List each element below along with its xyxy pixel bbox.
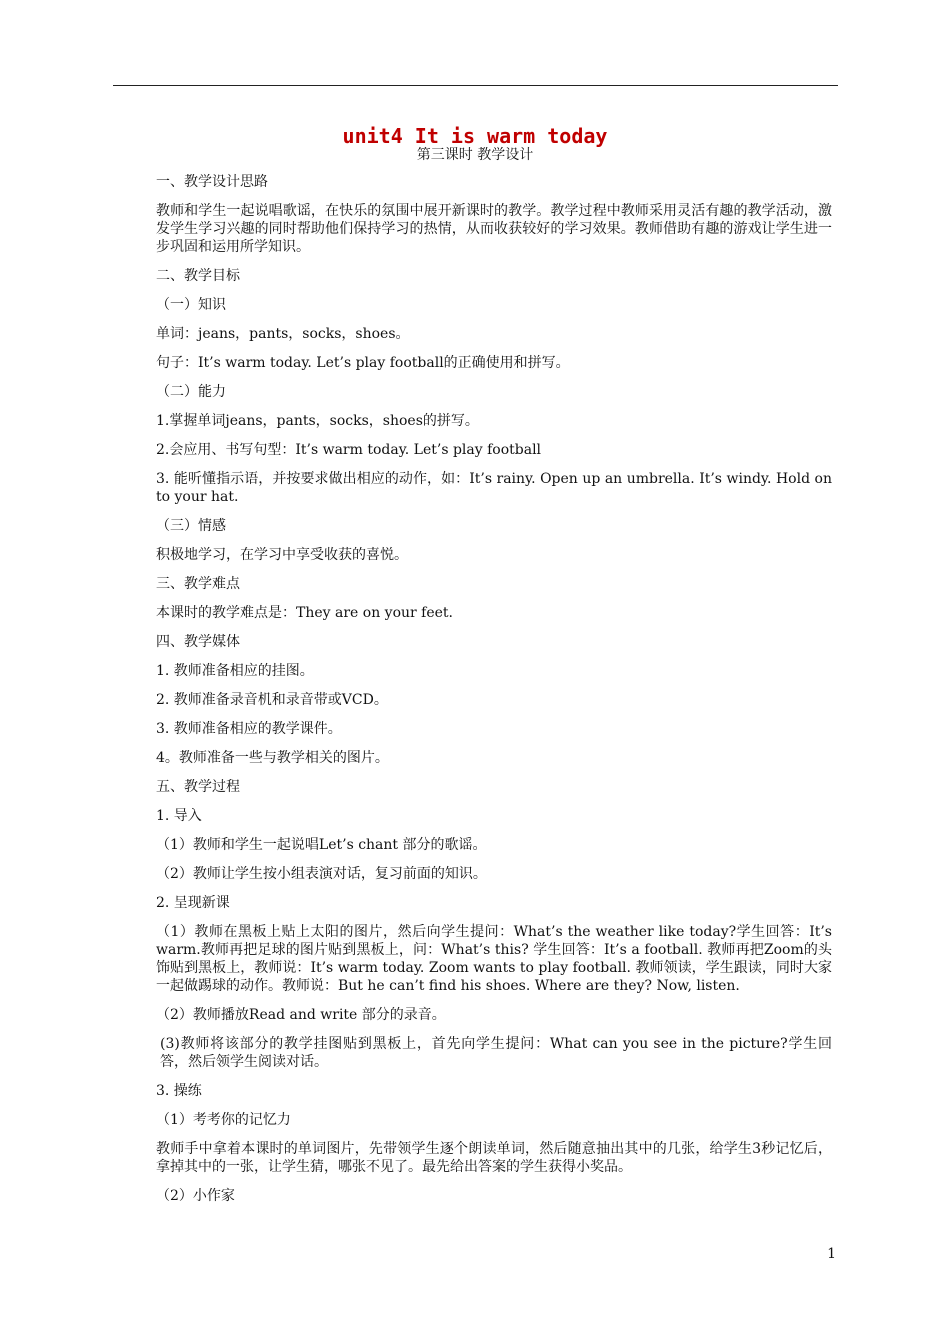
paragraph: 本课时的教学难点是：They are on your feet. <box>156 605 453 621</box>
paragraph: 单词：jeans，pants，socks，shoes。 <box>156 326 410 342</box>
paragraph: 教师和学生一起说唱歌谣，在快乐的氛围中展开新课时的教学。教学过程中教师采用灵活有趣的教学活动，激发学生学习兴趣的同时帮助他们保持学习的热情，从而收获较好的学习效果。教师借助有趣的游戏让学生进一步巩固和运用所学知识。 <box>156 203 832 255</box>
paragraph: 四、教学媒体 <box>156 634 240 650</box>
paragraph: （2）教师让学生按小组表演对话，复习前面的知识。 <box>156 866 487 882</box>
paragraph: 二、教学目标 <box>156 268 240 284</box>
paragraph: (3)教师将该部分的教学挂图贴到黑板上，首先向学生提问：What can you see in the picture?学生回答，然后领学生阅读对话。 <box>160 1036 832 1070</box>
paragraph: 三、教学难点 <box>156 576 240 592</box>
paragraph: 一、教学设计思路 <box>156 174 268 190</box>
paragraph: 3. 能听懂指示语，并按要求做出相应的动作，如：It’s rainy. Open up an umbrella. It’s windy. Hold on to your hat. <box>156 471 832 505</box>
paragraph: 教师手中拿着本课时的单词图片，先带领学生逐个朗读单词，然后随意抽出其中的几张，给学生3秒记忆后，拿掉其中的一张，让学生猜，哪张不见了。最先给出答案的学生获得小奖品。 <box>156 1141 832 1175</box>
paragraph: （1）教师和学生一起说唱Let’s chant 部分的歌谣。 <box>156 837 487 853</box>
paragraph: 2. 教师准备录音机和录音带或VCD。 <box>156 692 388 708</box>
paragraph: 2. 呈现新课 <box>156 895 230 911</box>
paragraph: （1）考考你的记忆力 <box>156 1112 291 1128</box>
document-title: unit4 It is warm today <box>342 124 608 148</box>
paragraph: 3. 教师准备相应的教学课件。 <box>156 721 342 737</box>
document-body <box>122 173 832 1205</box>
paragraph: 五、教学过程 <box>156 779 240 795</box>
paragraph: 2.会应用、书写句型：It’s warm today. Let’s play football <box>156 442 542 458</box>
paragraph: （三）情感 <box>156 518 226 534</box>
paragraph: （1）教师在黑板上贴上太阳的图片，然后向学生提问：What’s the weather like today?学生回答：It’s warm.教师再把足球的图片贴到黑板上，问：What’s this? 学生回答：It’s a football. 教师再把Zoom的头饰贴到黑板上，教师说：It’s warm today. Zoom wants to play football. 教师领读，学生跟读，同时大家一起做踢球的动作。教师说：But he can’t find his shoes. Where are they? Now, listen. <box>156 924 832 994</box>
paragraph: 1. 导入 <box>156 808 202 824</box>
paragraph: 句子：It’s warm today. Let’s play football的正确使用和拼写。 <box>156 355 570 371</box>
paragraph: （一）知识 <box>156 297 226 313</box>
paragraph: 1.掌握单词jeans，pants，socks，shoes的拼写。 <box>156 413 479 429</box>
paragraph: （二）能力 <box>156 384 226 400</box>
paragraph: 4。教师准备一些与教学相关的图片。 <box>156 750 389 766</box>
paragraph: 积极地学习，在学习中享受收获的喜悦。 <box>156 547 408 563</box>
paragraph: 3. 操练 <box>156 1083 202 1099</box>
header-rule <box>113 85 838 86</box>
paragraph: （2）小作家 <box>156 1188 235 1204</box>
paragraph: 1. 教师准备相应的挂图。 <box>156 663 314 679</box>
paragraph: （2）教师播放Read and write 部分的录音。 <box>156 1007 446 1023</box>
document-subtitle: 第三课时 教学设计 <box>416 147 534 163</box>
page-number: 1 <box>827 1246 836 1262</box>
